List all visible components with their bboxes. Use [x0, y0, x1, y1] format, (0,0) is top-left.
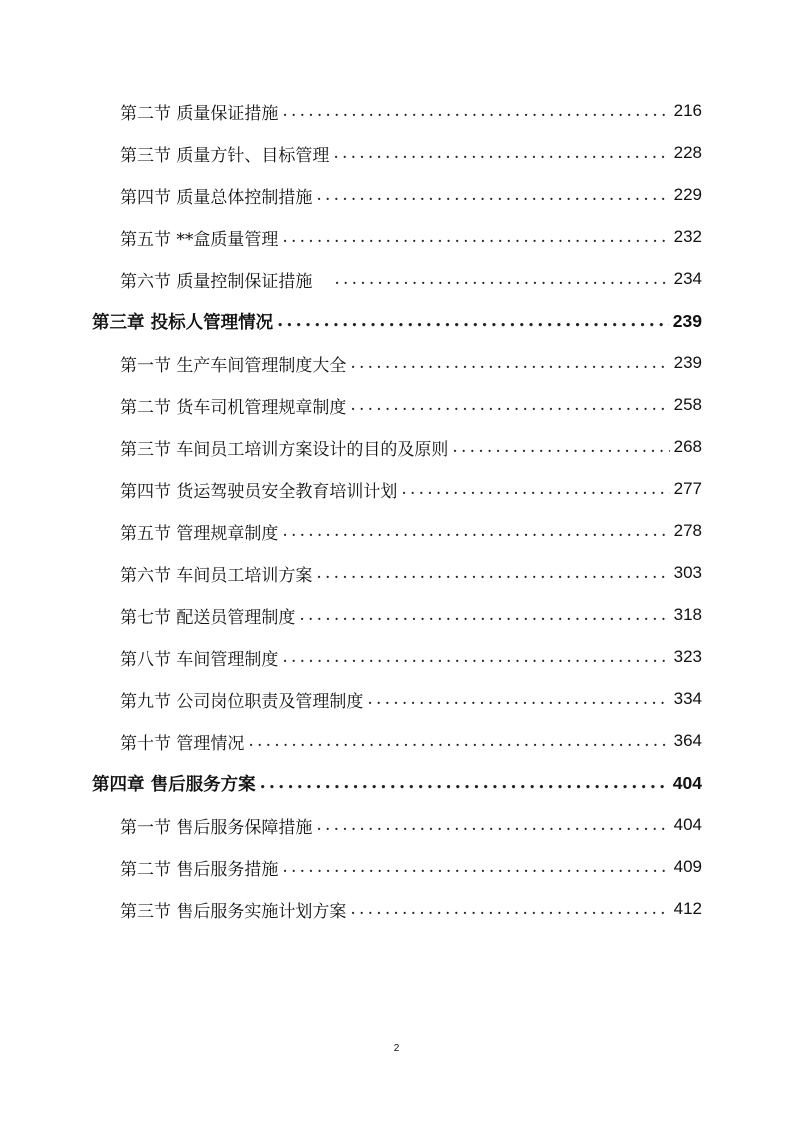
toc-leader-dots: [282, 521, 669, 541]
page-number: 2: [393, 1043, 400, 1054]
toc-entry-page: 323: [673, 647, 702, 666]
toc-entry-label: 第八节 车间管理制度: [120, 649, 279, 670]
toc-entry-label: 第四节 货运驾驶员安全教育培训计划: [120, 481, 398, 502]
toc-entry-page: 404: [673, 815, 702, 834]
toc-leader-dots: [316, 185, 669, 205]
toc-entry[interactable]: [0, 216, 793, 258]
toc-entry-page: 303: [673, 563, 702, 582]
toc-leader-dots: [350, 395, 669, 415]
toc-entry-page: 228: [673, 143, 702, 162]
toc-entry-page: 318: [673, 605, 702, 624]
toc-entry-label: 第一节 售后服务保障措施: [120, 817, 313, 838]
toc-leader-dots: [282, 647, 669, 667]
toc-leader-dots: [334, 269, 669, 289]
toc-entry-page: 234: [673, 269, 702, 288]
toc-leader-dots: [452, 437, 669, 457]
toc-entry[interactable]: [0, 384, 793, 426]
toc-leader-dots: [282, 857, 669, 877]
toc-entry[interactable]: [0, 132, 793, 174]
toc-entry-page: 216: [673, 101, 702, 120]
toc-chapter-label: 第四章 售后服务方案: [92, 774, 256, 795]
toc-leader-dots: [260, 773, 669, 793]
toc-entry-label: 第十节 管理情况: [120, 733, 245, 754]
toc-chapter-page: 239: [672, 310, 702, 331]
toc-leader-dots: [316, 815, 669, 835]
toc-entry-label: 第二节 质量保证措施: [120, 103, 279, 124]
toc-entry-label: 第二节 售后服务措施: [120, 859, 279, 880]
toc-leader-dots: [248, 731, 669, 751]
toc-entry[interactable]: [0, 258, 793, 300]
toc-entry-page: 232: [673, 227, 702, 246]
toc-entry[interactable]: [0, 90, 793, 132]
toc-entry[interactable]: [0, 174, 793, 216]
toc-entry-label: 第五节 **盒质量管理: [120, 229, 279, 250]
toc-entry-label: 第五节 管理规章制度: [120, 523, 279, 544]
toc-leader-dots: [299, 605, 669, 625]
toc-entry[interactable]: [0, 342, 793, 384]
toc-entry[interactable]: [0, 468, 793, 510]
toc-entry[interactable]: [0, 720, 793, 762]
toc-leader-dots: [350, 899, 669, 919]
toc-leader-dots: [367, 689, 669, 709]
toc-chapter-label: 第三章 投标人管理情况: [92, 312, 274, 333]
toc-entry-label: 第六节 质量控制保证措施: [120, 271, 313, 292]
toc-entry-page: 229: [673, 185, 702, 204]
toc-entry-label: 第二节 货车司机管理规章制度: [120, 397, 347, 418]
toc-leader-dots: [316, 563, 669, 583]
toc-leader-dots: [282, 101, 669, 121]
toc-entry[interactable]: [0, 510, 793, 552]
toc-leader-dots: [282, 227, 669, 247]
toc-entry-page: 268: [673, 437, 702, 456]
toc-chapter-page: 404: [672, 772, 702, 793]
toc-chapter-entry[interactable]: [0, 300, 793, 342]
toc-entry-label: 第三节 车间员工培训方案设计的目的及原则: [120, 439, 449, 460]
toc-leader-dots: [333, 143, 669, 163]
toc-entry[interactable]: [0, 594, 793, 636]
toc-leader-dots: [277, 311, 669, 331]
toc-entry-label: 第一节 生产车间管理制度大全: [120, 355, 347, 376]
toc-entry-label: 第三节 质量方针、目标管理: [120, 145, 330, 166]
toc-entry[interactable]: [0, 552, 793, 594]
toc-entry-label: 第七节 配送员管理制度: [120, 607, 296, 628]
toc-entry[interactable]: [0, 846, 793, 888]
toc-entry[interactable]: [0, 636, 793, 678]
toc-entry[interactable]: [0, 678, 793, 720]
toc-entry[interactable]: [0, 888, 793, 930]
toc-entry-label: 第九节 公司岗位职责及管理制度: [120, 691, 364, 712]
toc-entry-label: 第四节 质量总体控制措施: [120, 187, 313, 208]
toc-entry-page: 409: [673, 857, 702, 876]
toc-entry-label: 第六节 车间员工培训方案: [120, 565, 313, 586]
toc-entry-page: 412: [673, 899, 702, 918]
toc-entry-page: 277: [673, 479, 702, 498]
toc-entry-page: 278: [673, 521, 702, 540]
toc-entry[interactable]: [0, 426, 793, 468]
toc-entry-page: 239: [673, 353, 702, 372]
table-of-contents: [0, 90, 793, 930]
toc-entry-page: 258: [673, 395, 702, 414]
toc-entry[interactable]: [0, 804, 793, 846]
toc-leader-dots: [401, 479, 669, 499]
toc-entry-label: 第三节 售后服务实施计划方案: [120, 901, 347, 922]
toc-leader-dots: [350, 353, 669, 373]
toc-entry-page: 334: [673, 689, 702, 708]
toc-entry-page: 364: [673, 731, 702, 750]
toc-chapter-entry[interactable]: [0, 762, 793, 804]
